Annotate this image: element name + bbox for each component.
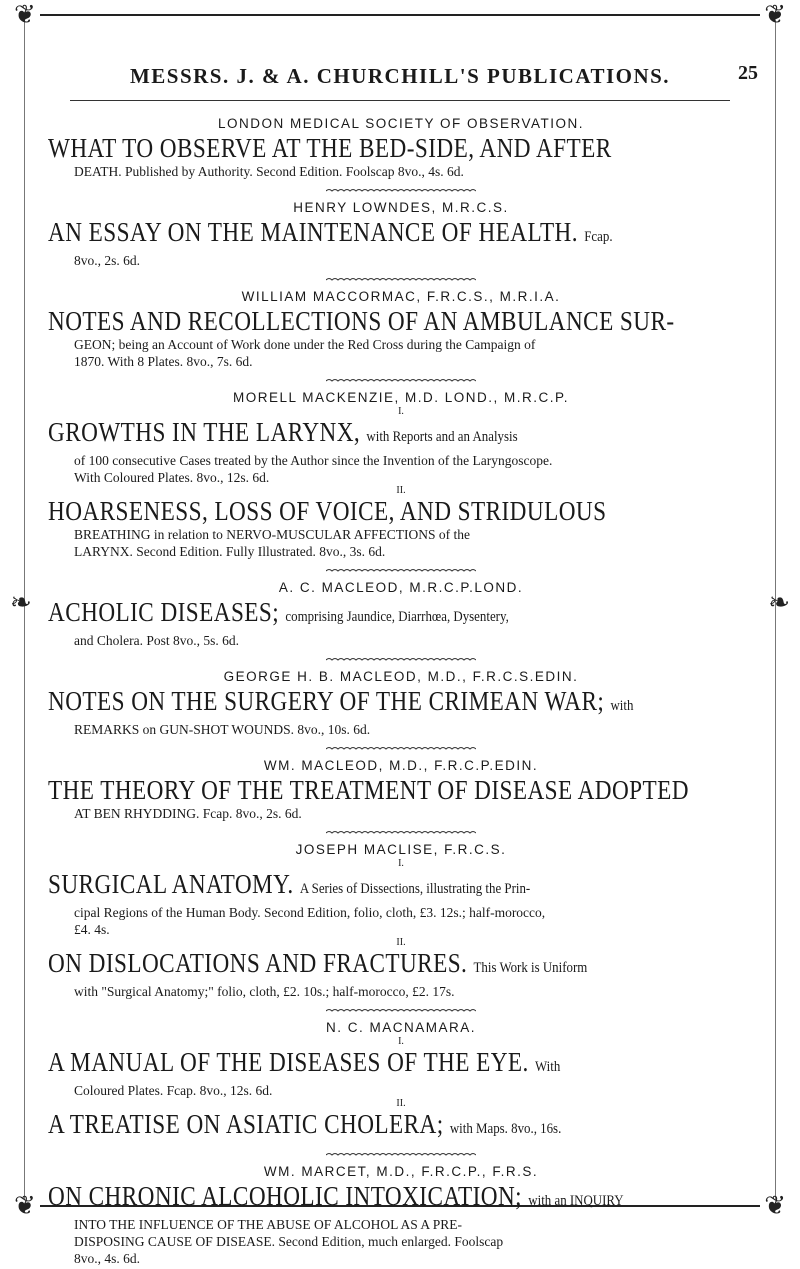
book-title <box>48 1047 655 1082</box>
book-title <box>48 1181 655 1216</box>
book-title-text: ON DISLOCATIONS AND FRACTURES. <box>48 948 468 978</box>
catalogue-entry <box>48 188 754 269</box>
wavy-divider <box>326 277 476 283</box>
top-border-rule <box>40 14 760 16</box>
book-title-text: HOARSENESS, LOSS OF VOICE, AND STRIDULOUS <box>48 496 607 526</box>
running-title: MESSRS. J. & A. CHURCHILL'S PUBLICATIONS. <box>129 63 671 88</box>
book-title-tail: Fcap. <box>584 229 613 245</box>
book-description: GEON; being an Account of Work done under the Red Cross during the Campaign of <box>74 337 536 352</box>
item-numeral: II. <box>396 485 406 496</box>
book-title-text: GROWTHS IN THE LARYNX, <box>48 417 361 447</box>
book-title-text: A MANUAL OF THE DISEASES OF THE EYE. <box>48 1047 529 1077</box>
book-title <box>48 597 655 632</box>
book-title <box>48 306 675 336</box>
author-name: HENRY LOWNDES, M.R.C.S. <box>293 200 509 215</box>
side-ornament-icon: ❧ <box>768 588 790 617</box>
author-name: WM. MACLEOD, M.D., F.R.C.P.EDIN. <box>263 758 539 773</box>
book-title-text: A TREATISE ON ASIATIC CHOLERA; <box>48 1109 444 1139</box>
book-title-tail: This Work is Uniform <box>473 960 588 976</box>
book-title <box>48 496 655 526</box>
book-description: BREATHING in relation to NERVO-MUSCULAR AFFECTIONS of the <box>74 527 471 542</box>
book-title-text: ON CHRONIC ALCOHOLIC INTOXICATION; <box>48 1181 523 1211</box>
catalogue-entries <box>48 110 754 1269</box>
book-description: and Cholera. Post 8vo., 5s. 6d. <box>74 633 239 648</box>
author-name: MORELL MACKENZIE, M.D. LOND., M.R.C.P. <box>232 390 570 405</box>
book-title-tail: with an INQUIRY <box>528 1193 624 1209</box>
catalogue-entry <box>48 830 754 1000</box>
book-description: 8vo., 4s. 6d. <box>74 1251 141 1266</box>
wavy-divider <box>326 746 476 752</box>
item-numeral: II. <box>396 937 406 948</box>
book-title <box>48 869 655 904</box>
corner-ornament-icon: ❦ <box>14 1191 36 1220</box>
book-title <box>48 217 655 252</box>
author-name: A. C. MACLEOD, M.R.C.P.LOND. <box>278 580 524 595</box>
side-ornament-icon: ❧ <box>10 588 32 617</box>
book-description: of 100 consecutive Cases treated by the Author since the Invention of the Laryngoscope. <box>74 453 553 468</box>
wavy-divider <box>326 188 476 194</box>
book-title-tail: with Reports and an Analysis <box>366 429 518 445</box>
book-description: 8vo., 2s. 6d. <box>74 253 141 268</box>
author-name: GEORGE H. B. MACLEOD, M.D., F.R.C.S.EDIN. <box>223 669 579 684</box>
book-description: £4. 4s. <box>74 922 110 937</box>
wavy-divider <box>326 568 476 574</box>
wavy-divider <box>326 1008 476 1014</box>
corner-ornament-icon: ❦ <box>14 0 36 29</box>
catalogue-entry <box>48 277 754 370</box>
book-title-tail: With <box>535 1059 561 1075</box>
book-title-text: THE THEORY OF THE TREATMENT OF DISEASE ADOPTED <box>48 775 689 805</box>
catalogue-entry <box>48 746 754 822</box>
book-title <box>48 686 655 721</box>
book-title-tail: with Maps. 8vo., 16s. <box>449 1121 562 1137</box>
book-description: DISPOSING CAUSE OF DISEASE. Second Edition, much enlarged. Foolscap <box>74 1234 504 1249</box>
corner-ornament-icon: ❦ <box>764 1191 786 1220</box>
catalogue-entry <box>48 1152 754 1267</box>
book-title-tail: comprising Jaundice, Diarrhœa, Dysentery, <box>285 609 509 625</box>
author-name: WM. MARCET, M.D., F.R.C.P., F.R.S. <box>263 1164 539 1179</box>
wavy-divider <box>326 378 476 384</box>
book-title-tail: with <box>610 698 634 714</box>
author-name: LONDON MEDICAL SOCIETY OF OBSERVATION. <box>217 116 585 131</box>
header-rule <box>70 100 730 101</box>
book-title <box>48 417 655 452</box>
book-description: DEATH. Published by Authority. Second Edition. Foolscap 8vo., 4s. 6d. <box>74 164 464 179</box>
book-title <box>48 775 689 805</box>
book-title <box>48 1109 655 1144</box>
book-description: REMARKS on GUN-SHOT WOUNDS. 8vo., 10s. 6d. <box>74 722 371 737</box>
item-numeral: I. <box>398 406 404 417</box>
wavy-divider <box>326 1152 476 1158</box>
item-numeral: II. <box>396 1098 406 1109</box>
wavy-divider <box>326 657 476 663</box>
book-description: With Coloured Plates. 8vo., 12s. 6d. <box>74 470 270 485</box>
catalogue-entry <box>48 568 754 649</box>
book-description: AT BEN RHYDDING. Fcap. 8vo., 2s. 6d. <box>74 806 302 821</box>
book-title-text: WHAT TO OBSERVE AT THE BED-SIDE, AND AFTER <box>48 133 612 163</box>
book-title-tail: A Series of Dissections, illustrating the Prin- <box>299 881 531 897</box>
book-description: 1870. With 8 Plates. 8vo., 7s. 6d. <box>74 354 253 369</box>
corner-ornament-icon: ❦ <box>764 0 786 29</box>
book-description: with "Surgical Anatomy;" folio, cloth, £2. 10s.; half-morocco, £2. 17s. <box>74 984 455 999</box>
book-title-text: NOTES ON THE SURGERY OF THE CRIMEAN WAR; <box>48 686 605 716</box>
book-description: LARYNX. Second Edition. Fully Illustrated. 8vo., 3s. 6d. <box>74 544 386 559</box>
catalogue-entry <box>48 657 754 738</box>
book-description: cipal Regions of the Human Body. Second Edition, folio, cloth, £3. 12s.; half-morocco, <box>74 905 546 920</box>
catalogue-entry <box>48 116 754 180</box>
item-numeral: I. <box>398 1036 404 1047</box>
catalogue-entry <box>48 378 754 560</box>
book-description: Coloured Plates. Fcap. 8vo., 12s. 6d. <box>74 1083 273 1098</box>
book-title-text: ACHOLIC DISEASES; <box>48 597 280 627</box>
author-name: N. C. MACNAMARA. <box>325 1020 476 1035</box>
book-title <box>48 133 655 163</box>
author-name: WILLIAM MACCORMAC, F.R.C.S., M.R.I.A. <box>241 289 561 304</box>
book-title <box>48 948 655 983</box>
wavy-divider <box>326 830 476 836</box>
book-title-text: SURGICAL ANATOMY. <box>48 869 294 899</box>
catalogue-entry <box>48 1008 754 1144</box>
item-numeral: I. <box>398 858 404 869</box>
page-number: 25 <box>738 62 758 84</box>
book-title-text: NOTES AND RECOLLECTIONS OF AN AMBULANCE SUR- <box>48 306 675 336</box>
book-description: INTO THE INFLUENCE OF THE ABUSE OF ALCOHOL AS A PRE- <box>74 1217 463 1232</box>
book-title-text: AN ESSAY ON THE MAINTENANCE OF HEALTH. <box>48 217 579 247</box>
author-name: JOSEPH MACLISE, F.R.C.S. <box>295 842 507 857</box>
